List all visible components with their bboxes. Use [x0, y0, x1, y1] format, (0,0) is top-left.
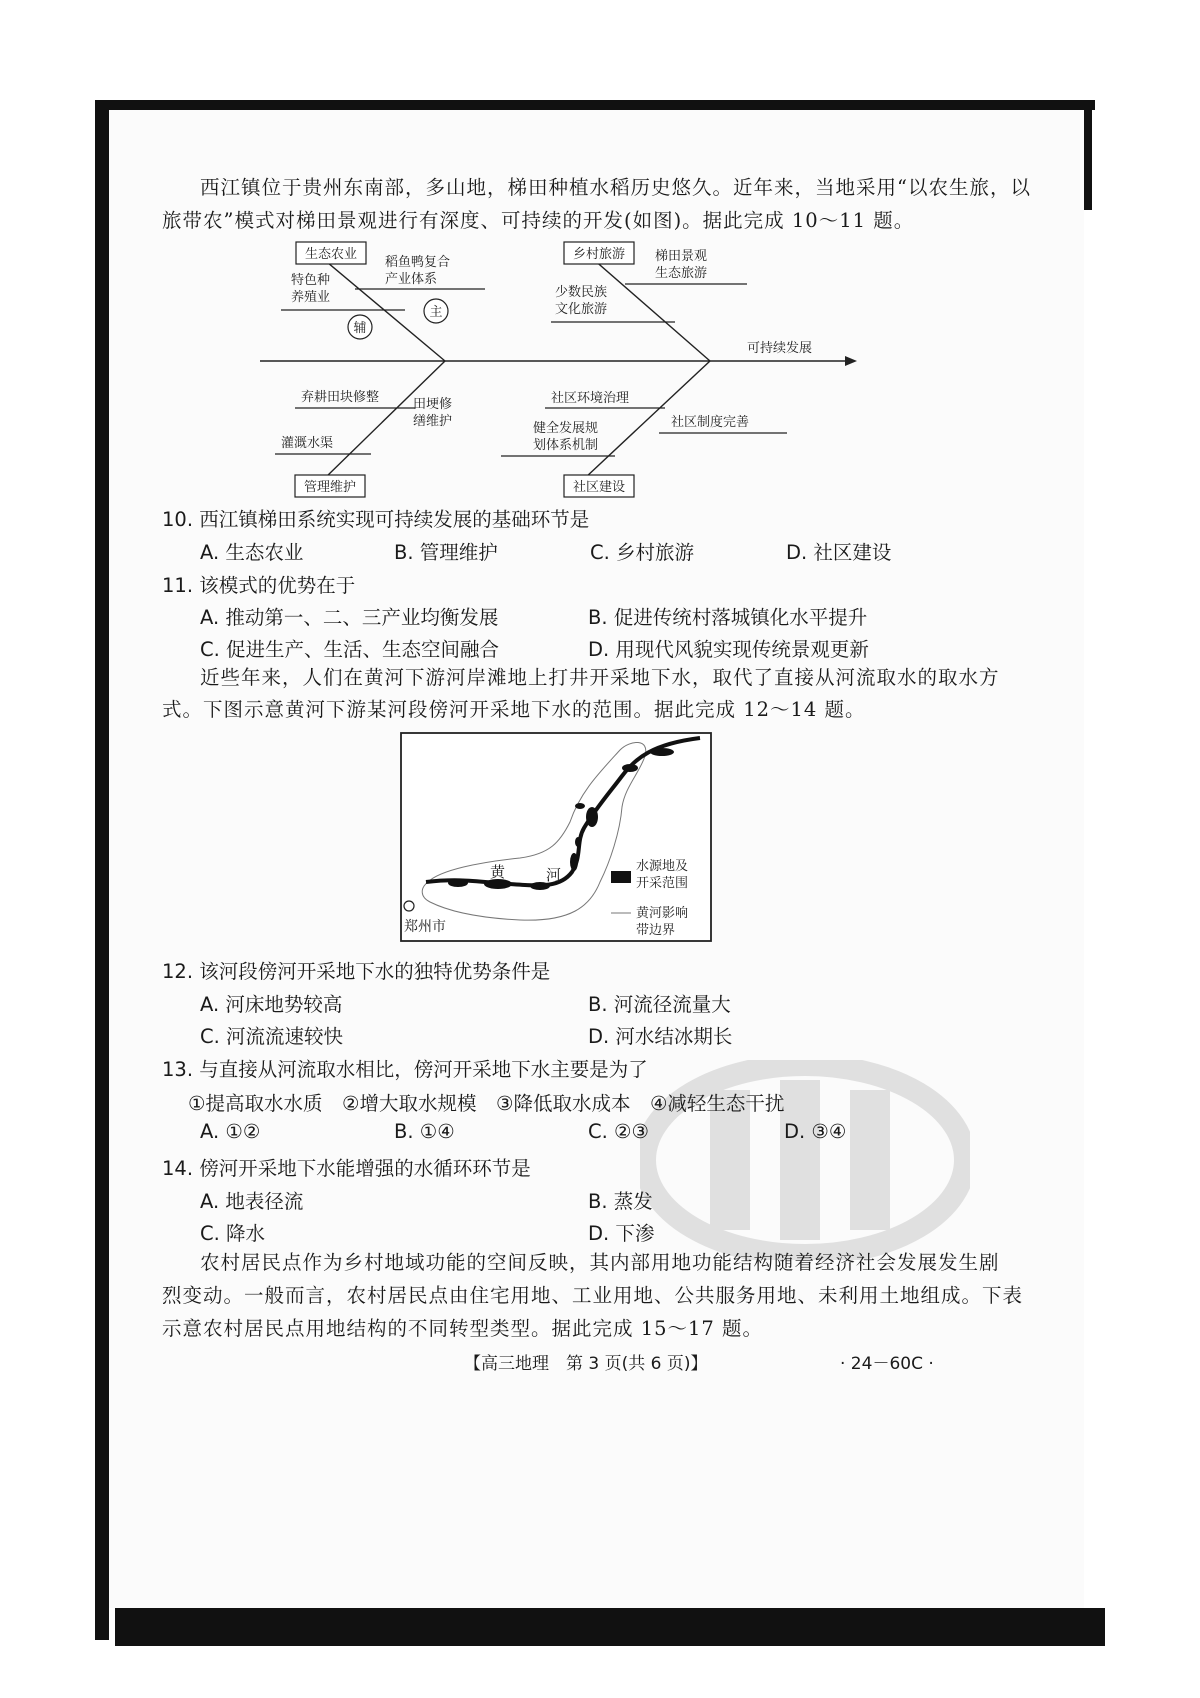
fishbone-diagram [255, 238, 865, 500]
q13-stem: 13. 与直接从河流取水相比，傍河开采地下水主要是为了 [162, 1058, 648, 1081]
q10-option-b: B. 管理维护 [394, 541, 498, 564]
q11-stem: 11. 该模式的优势在于 [162, 574, 356, 597]
label-irrigation: 灌溉水渠 [281, 436, 334, 451]
passage3-line2: 烈变动。一般而言，农村居民点由住宅用地、工业用地、公共服务用地、未利用土地组成。下表 [162, 1284, 1024, 1307]
scan-frame-top [95, 100, 1095, 110]
label-ridge-repair-2: 缮维护 [413, 414, 453, 429]
yellow-river-map [400, 732, 712, 942]
legend-source-2: 开采范围 [636, 876, 689, 891]
legend-source-1: 水源地及 [636, 859, 689, 874]
q11-option-d: D. 用现代风貌实现传统景观更新 [588, 638, 869, 661]
passage2-line1: 近些年来，人们在黄河下游河岸滩地上打井开采地下水，取代了直接从河流取水的取水方 [200, 666, 1000, 689]
label-minority-culture-2: 文化旅游 [555, 302, 608, 317]
label-terrace-landscape-2: 生态旅游 [655, 266, 708, 281]
passage3-line3: 示意农村居民点用地结构的不同转型类型。据此完成 15～17 题。 [162, 1317, 764, 1340]
passage1-line1: 西江镇位于贵州东南部，多山地，梯田种植水稻历史悠久。近年来，当地采用“以农生旅，以 [200, 176, 1031, 199]
label-planning-1: 健全发展规 [533, 421, 599, 436]
q13-option-b: B. ①④ [394, 1120, 455, 1143]
q14-stem: 14. 傍河开采地下水能增强的水循环环节是 [162, 1157, 531, 1180]
label-ridge-repair-1: 田埂修 [413, 397, 453, 412]
q12-option-a: A. 河床地势较高 [200, 993, 343, 1016]
label-env-governance: 社区环境治理 [551, 391, 630, 406]
q11-option-b: B. 促进传统村落城镇化水平提升 [588, 606, 868, 629]
label-rice-fish-duck-1: 稻鱼鸭复合 [385, 255, 451, 270]
q14-option-b: B. 蒸发 [588, 1190, 653, 1213]
label-special-breeding-1: 特色种 [291, 273, 331, 288]
q12-option-b: B. 河流径流量大 [588, 993, 731, 1016]
box-rural-tourism: 乡村旅游 [572, 247, 626, 262]
box-ecological-agriculture: 生态农业 [304, 247, 358, 262]
label-minority-culture-1: 少数民族 [555, 285, 608, 300]
legend-boundary-1: 黄河影响 [636, 906, 689, 921]
map-city-label: 郑州市 [404, 919, 446, 935]
label-special-breeding-2: 养殖业 [291, 290, 331, 305]
passage3-line1: 农村居民点作为乡村地域功能的空间反映，其内部用地功能结构随着经济社会发展发生剧 [200, 1251, 1000, 1274]
circle-main: 主 [429, 305, 443, 320]
legend-boundary-2: 带边界 [636, 923, 676, 938]
q14-option-c: C. 降水 [200, 1222, 266, 1245]
q12-stem: 12. 该河段傍河开采地下水的独特优势条件是 [162, 960, 551, 983]
circle-aux: 辅 [353, 321, 367, 336]
map-river-char-2: 河 [546, 866, 562, 884]
q14-option-a: A. 地表径流 [200, 1190, 304, 1213]
q13-items: ①提高取水水质 ②增大取水规模 ③降低取水成本 ④减轻生态干扰 [188, 1092, 785, 1115]
label-terrace-landscape-1: 梯田景观 [655, 249, 708, 264]
map-river-char-1: 黄 [490, 863, 506, 881]
q12-option-c: C. 河流流速较快 [200, 1025, 344, 1048]
box-community: 社区建设 [572, 480, 626, 495]
q13-option-a: A. ①② [200, 1120, 261, 1143]
q10-option-c: C. 乡村旅游 [590, 541, 695, 564]
label-planning-2: 划体系机制 [533, 438, 599, 453]
page-footer-label: 【高三地理 第 3 页(共 6 页)】 [464, 1354, 708, 1374]
q10-stem: 10. 西江镇梯田系统实现可持续发展的基础环节是 [162, 508, 590, 531]
q14-option-d: D. 下渗 [588, 1222, 655, 1245]
q13-option-c: C. ②③ [588, 1120, 649, 1143]
label-system-improve: 社区制度完善 [671, 415, 750, 430]
page-footer-code: · 24－60C · [840, 1354, 934, 1374]
scan-frame-left [95, 100, 109, 1640]
passage2-line2: 式。下图示意黄河下游某河段傍河开采地下水的范围。据此完成 12～14 题。 [162, 698, 866, 721]
q11-option-c: C. 促进生产、生活、生态空间融合 [200, 638, 500, 661]
box-management: 管理维护 [303, 480, 357, 495]
label-sustainable-goal: 可持续发展 [747, 341, 813, 356]
q13-option-d: D. ③④ [784, 1120, 847, 1143]
label-abandoned-fields: 弃耕田块修整 [301, 390, 380, 405]
q12-option-d: D. 河水结冰期长 [588, 1025, 733, 1048]
passage1-line2: 旅带农”模式对梯田景观进行有深度、可持续的开发(如图)。据此完成 10～11 题。 [162, 209, 915, 232]
q10-option-a: A. 生态农业 [200, 541, 304, 564]
scan-frame-bottom [115, 1608, 1105, 1646]
q10-option-d: D. 社区建设 [786, 541, 892, 564]
q11-option-a: A. 推动第一、二、三产业均衡发展 [200, 606, 499, 629]
label-rice-fish-duck-2: 产业体系 [385, 272, 438, 287]
